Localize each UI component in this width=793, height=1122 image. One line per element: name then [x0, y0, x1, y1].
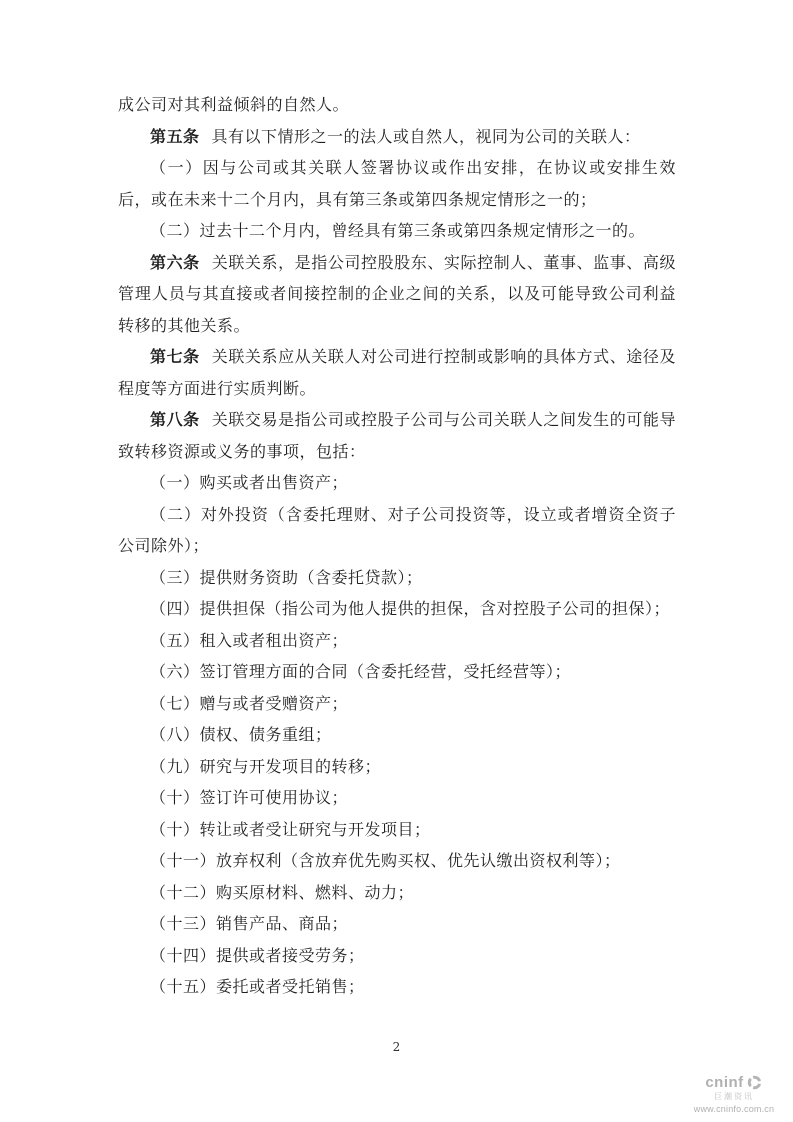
paragraph — [118, 625, 676, 657]
article-number-label: 第八条 — [150, 410, 200, 429]
paragraph-text: （四）提供担保（指公司为他人提供的担保，含对控股子公司的担保）； — [150, 599, 671, 618]
paragraph — [118, 341, 676, 404]
paragraph-text: （十一）放弃权利（含放弃优先购买权、优先认缴出资权利等）； — [150, 851, 621, 870]
cninfo-brand-chinese: 巨潮资讯 — [714, 1092, 754, 1102]
article-number-label: 第五条 — [150, 126, 200, 146]
paragraph-text: 关联关系，是指公司控股股东、实际控制人、董事、监事、高级管理人员与其直接或者间接控制的企业之间的关系，以及可能导致公司利益转移的其他关系。 — [118, 252, 676, 335]
paragraph — [118, 782, 676, 814]
paragraph — [118, 845, 676, 877]
paragraph — [118, 562, 676, 594]
document-body — [118, 89, 676, 1003]
paragraph — [118, 814, 676, 846]
paragraph — [118, 152, 676, 215]
paragraph-text: （二）对外投资（含委托理财、对子公司投资等，设立或者增资全资子公司除外）； — [118, 504, 676, 555]
paragraph-text: （十二）购买原材料、燃料、动力； — [150, 882, 415, 902]
paragraph — [118, 688, 676, 720]
paragraph — [118, 593, 676, 625]
paragraph — [118, 247, 676, 342]
paragraph-text: （五）租入或者租出资产； — [150, 630, 349, 650]
paragraph-text: （七）赠与或者受赠资产； — [150, 693, 349, 713]
paragraph — [118, 908, 676, 940]
paragraph — [118, 751, 676, 783]
paragraph — [118, 404, 676, 467]
paragraph-text: （十三）销售产品、商品； — [150, 914, 349, 933]
cninfo-watermark — [679, 1074, 789, 1114]
paragraph-text: （一）购买或者出售资产； — [150, 473, 349, 492]
paragraph-text: 关联交易是指公司或控股子公司与公司关联人之间发生的可能导致转移资源或义务的事项，包括： — [118, 410, 676, 461]
watermark-logo-row — [679, 1074, 789, 1091]
paragraph-text: 关联关系应从关联人对公司进行控制或影响的具体方式、途径及程度等方面进行实质判断。 — [118, 347, 676, 398]
paragraph — [118, 877, 676, 909]
paragraph-text: （十）转让或者受让研究与开发项目； — [150, 819, 431, 839]
cninfo-swirl-icon — [746, 1074, 763, 1091]
paragraph-text: （十五）委托或者受托销售； — [150, 977, 365, 996]
paragraph-text: 成公司对其利益倾斜的自然人。 — [118, 95, 350, 114]
paragraph-text: （八）债权、债务重组； — [150, 725, 332, 744]
paragraph — [118, 467, 676, 499]
paragraph-text: （十）签订许可使用协议； — [150, 788, 349, 807]
paragraph-text: （十四）提供或者接受劳务； — [150, 945, 365, 965]
article-number-label: 第六条 — [150, 252, 200, 272]
paragraph-text: （三）提供财务资助（含委托贷款）； — [150, 567, 423, 587]
paragraph-text: （二）过去十二个月内，曾经具有第三条或第四条规定情形之一的。 — [150, 221, 646, 240]
page-number: 2 — [392, 1040, 401, 1054]
paragraph — [118, 121, 676, 153]
paragraph-text: （一）因与公司或其关联人签署协议或作出安排，在协议或安排生效后，或在未来十二个月内，具有第三条或第四条规定情形之一的； — [118, 158, 676, 209]
paragraph-text: （六）签订管理方面的合同（含委托经营，受托经营等）； — [150, 662, 572, 681]
paragraph — [118, 656, 676, 688]
paragraph — [118, 89, 676, 121]
paragraph — [118, 940, 676, 972]
paragraph-text: （九）研究与开发项目的转移； — [150, 756, 382, 776]
paragraph — [118, 719, 676, 751]
paragraph — [118, 215, 676, 247]
paragraph — [118, 499, 676, 562]
paragraph — [118, 971, 676, 1003]
article-number-label: 第七条 — [150, 347, 200, 366]
paragraph-text: 具有以下情形之一的法人或自然人，视同为公司的关联人： — [211, 126, 641, 146]
cninfo-url: www.cninfo.com.cn — [693, 1103, 775, 1114]
cninfo-logo-text: cninf — [705, 1074, 744, 1092]
